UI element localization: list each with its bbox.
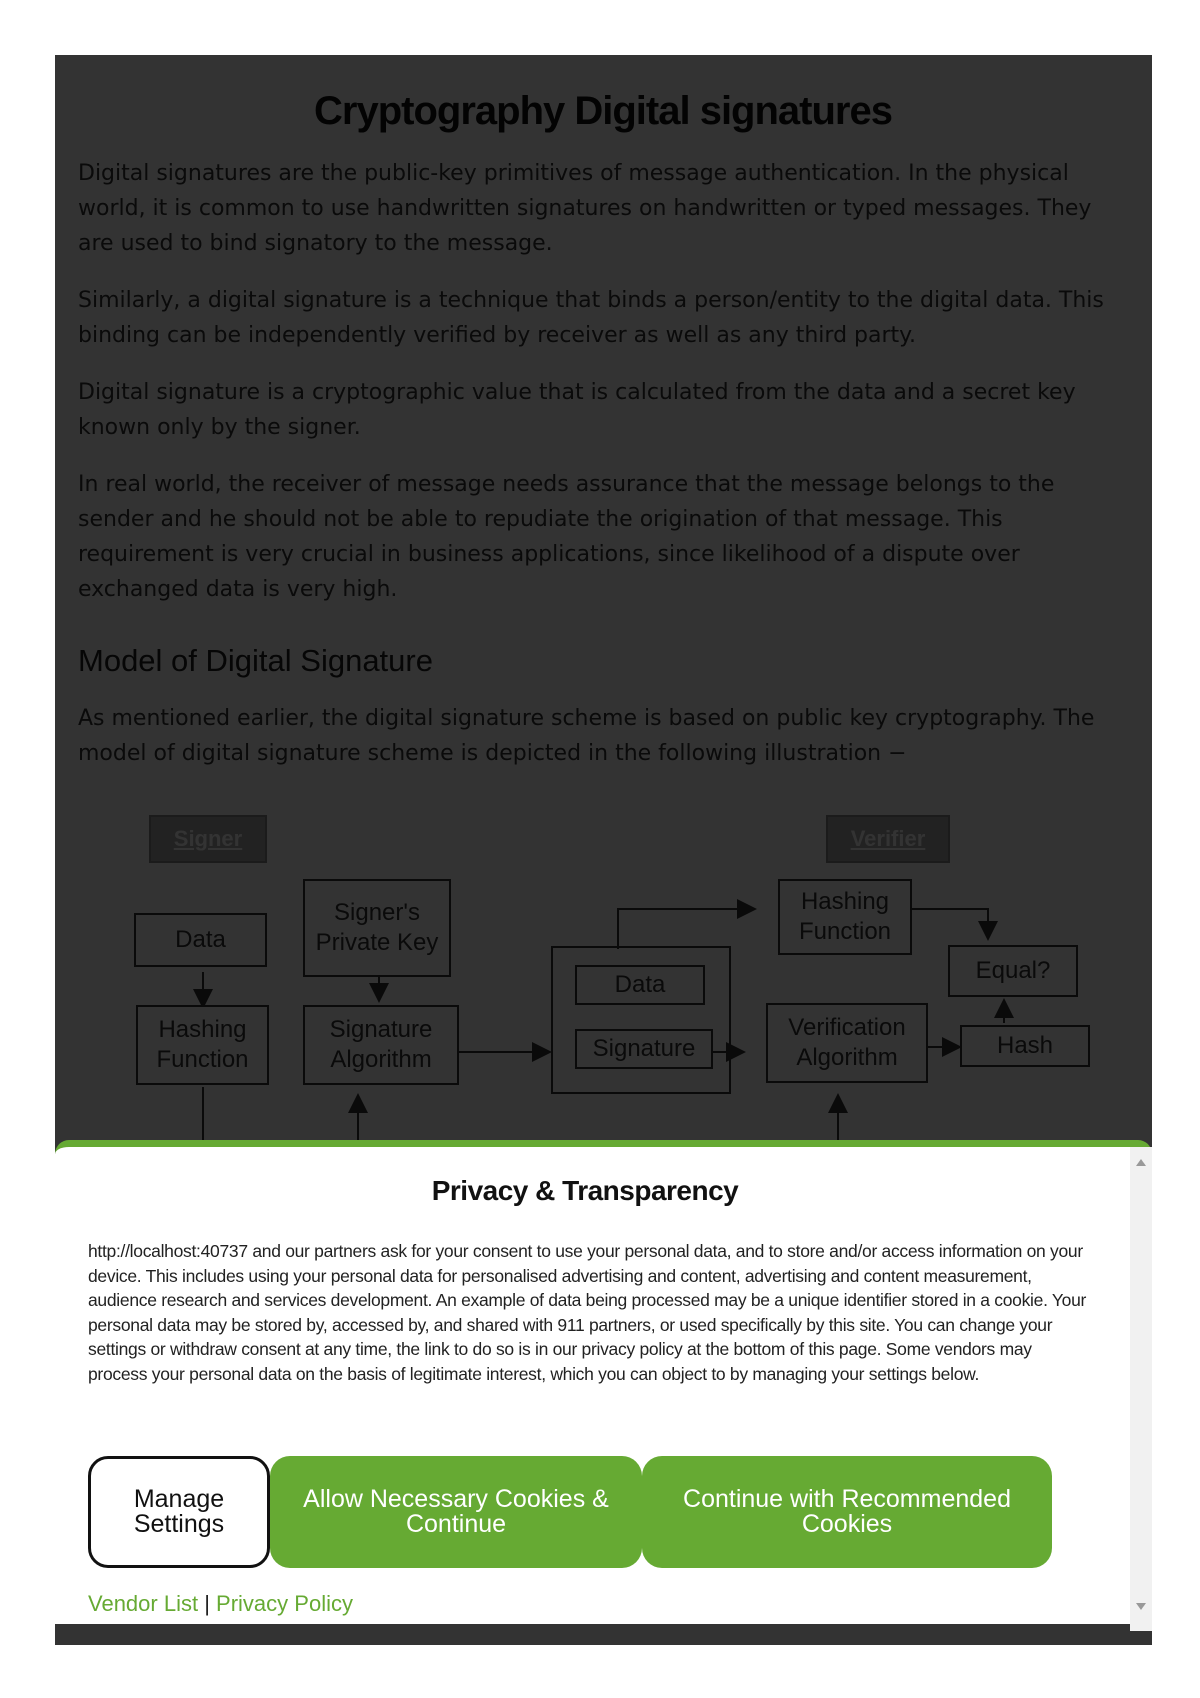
consent-links <box>88 1591 353 1617</box>
consent-body: http://localhost:40737 and our partners ask for your consent to use your personal data, and to store and/or access information on your device. This includes using your personal data for personalised advertising and content, advertising and content measurement, audience research and services development. An example of data being processed may be a unique identifier stored in a cookie. Your personal data may be stored by, accessed by, and shared with 911 partners, or used specifically by this site. You can change your settings or withdraw consent at any time, the link to do so is in our privacy policy at the bottom of this page. Some vendors may process your personal data on the basis of legitimate interest, which you can object to by managing your settings below. <box>88 1241 1087 1384</box>
allow-necessary-cookies-button[interactable]: Allow Necessary Cookies & Continue <box>270 1456 642 1568</box>
link-separator: | <box>204 1591 210 1616</box>
continue-recommended-cookies-button[interactable]: Continue with Recommended Cookies <box>642 1456 1052 1568</box>
privacy-policy-link[interactable]: Privacy Policy <box>216 1591 353 1616</box>
vendor-list-link[interactable]: Vendor List <box>88 1591 199 1616</box>
scroll-up-icon[interactable] <box>1136 1159 1146 1166</box>
consent-dialog <box>55 1140 1152 1624</box>
consent-scrollbar[interactable] <box>1130 1147 1152 1631</box>
consent-title: Privacy & Transparency <box>431 1175 739 1206</box>
scroll-down-icon[interactable] <box>1136 1603 1146 1610</box>
manage-settings-button[interactable]: Manage Settings <box>88 1456 270 1568</box>
